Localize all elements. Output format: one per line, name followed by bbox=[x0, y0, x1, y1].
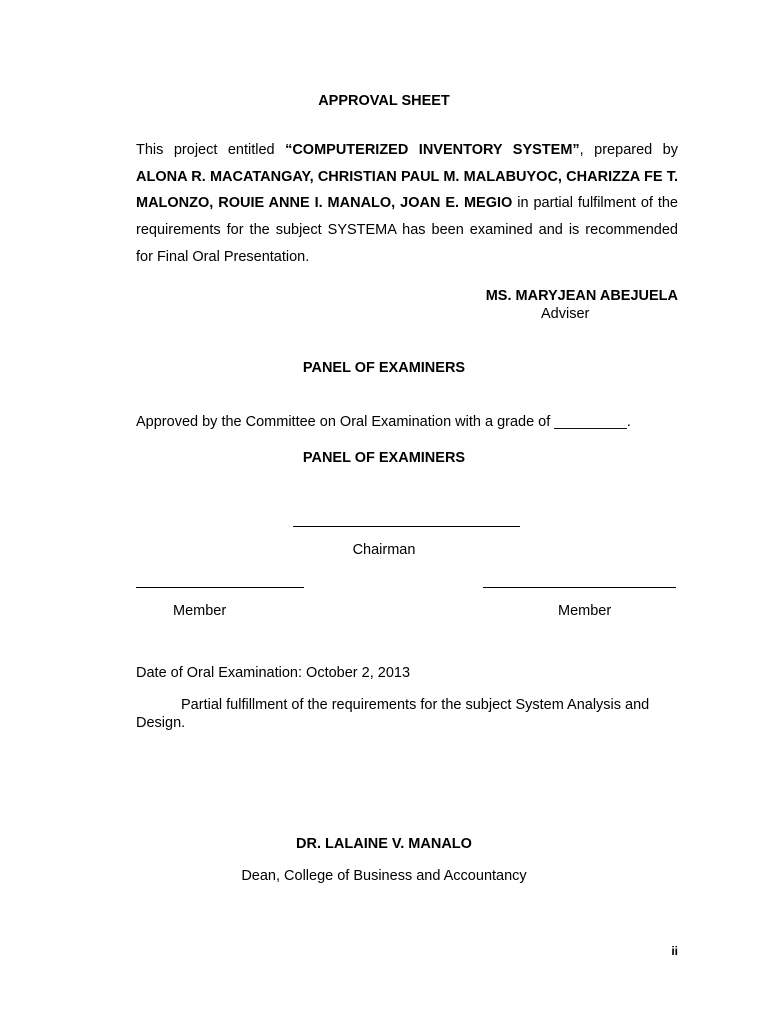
partial-fulfillment-text: Partial fulfillment of the requirements for the subject System Analysis and Design. bbox=[136, 697, 650, 731]
intro-text-2: , prepared by bbox=[579, 142, 678, 158]
adviser-role: Adviser bbox=[541, 306, 590, 322]
approval-title: APPROVAL SHEET bbox=[318, 93, 450, 109]
chairman-label: Chairman bbox=[352, 542, 416, 558]
member-right-label: Member bbox=[558, 603, 612, 619]
exam-date: Date of Oral Examination: October 2, 2013 bbox=[136, 665, 411, 681]
member-left-signature-line bbox=[136, 587, 304, 588]
dean-name: DR. LALAINE V. MANALO bbox=[296, 836, 472, 852]
authors-list: ALONA R. MACATANGAY, CHRISTIAN PAUL M. MALABUYOC, CHARIZZA FE T. MALONZO, ROUIE ANNE I. MANALO, JOAN E. MEGIO bbox=[136, 168, 678, 212]
intro-paragraph bbox=[136, 137, 678, 271]
intro-text-1: This project entitled bbox=[136, 142, 286, 158]
member-left-label: Member bbox=[173, 603, 227, 619]
intro-text-3: in partial fulfilment of the requirements for the subject SYSTEMA has been examined and is recommended for Final Oral Presentation. bbox=[136, 195, 678, 265]
project-title: “COMPUTERIZED INVENTORY SYSTEM” bbox=[285, 142, 580, 158]
panel-heading-2: PANEL OF EXAMINERS bbox=[302, 450, 466, 466]
adviser-name: MS. MARYJEAN ABEJUELA bbox=[485, 288, 678, 304]
member-right-signature-line bbox=[483, 587, 676, 588]
approved-text: Approved by the Committee on Oral Examination with a grade of _________. bbox=[136, 414, 631, 430]
page-number: ii bbox=[671, 944, 678, 958]
dean-title: Dean, College of Business and Accountancy bbox=[241, 868, 527, 884]
panel-heading-1: PANEL OF EXAMINERS bbox=[302, 360, 466, 376]
chairman-signature-line bbox=[293, 526, 520, 527]
